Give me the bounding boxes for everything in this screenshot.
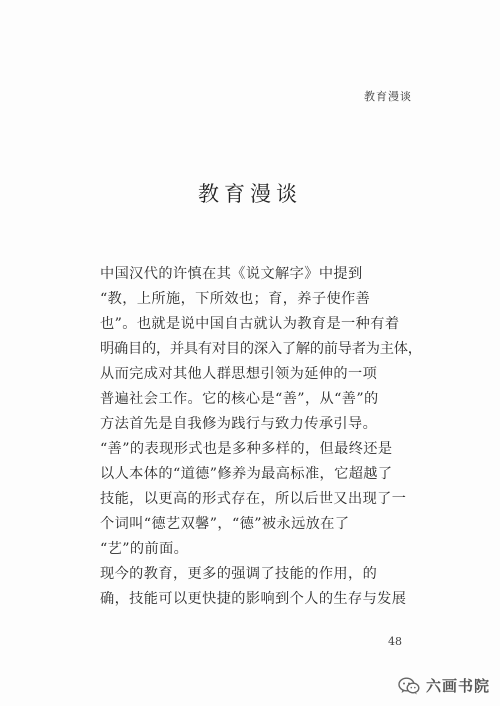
text-line: “教，上所施，下所效也；育，养子使作善 bbox=[100, 291, 371, 307]
text-line: “善”的表现形式也是多种多样的，但最终还是 bbox=[100, 441, 393, 457]
watermark-text: 六画书院 bbox=[425, 677, 490, 695]
chapter-title: 教育漫谈 bbox=[198, 182, 302, 206]
text-line: 个词叫“德艺双馨”，“德”被永远放在了 bbox=[100, 516, 350, 532]
watermark bbox=[398, 675, 490, 696]
body-text bbox=[100, 262, 422, 612]
text-line: 明确目的，并具有对目的深入了解的前导者为主体， bbox=[100, 341, 422, 357]
text-line: 现今的教育，更多的强调了技能的作用，的 bbox=[100, 566, 378, 582]
text-line: 方法首先是自我修为践行与致力传承引导。 bbox=[100, 416, 378, 432]
running-header: 教育漫谈 bbox=[364, 90, 412, 103]
text-line: 确，技能可以更快捷的影响到个人的生存与发展 bbox=[100, 591, 407, 607]
wechat-logo-icon bbox=[398, 677, 420, 695]
text-line: 技能，以更高的形式存在，所以后世又出现了一 bbox=[100, 491, 407, 507]
text-line: “艺”的前面。 bbox=[100, 541, 189, 557]
text-line: 以人本体的“道德”修养为最高标准，它超越了 bbox=[100, 466, 393, 482]
text-line: 普遍社会工作。它的核心是“善”，从“善”的 bbox=[100, 391, 379, 407]
text-line: 中国汉代的许慎在其《说文解字》中提到 bbox=[100, 266, 363, 282]
text-line: 也”。也就是说中国自古就认为教育是一种有着 bbox=[100, 316, 400, 332]
page-number: 48 bbox=[388, 635, 402, 648]
text-line: 从而完成对其他人群思想引领为延伸的一项 bbox=[100, 366, 378, 382]
